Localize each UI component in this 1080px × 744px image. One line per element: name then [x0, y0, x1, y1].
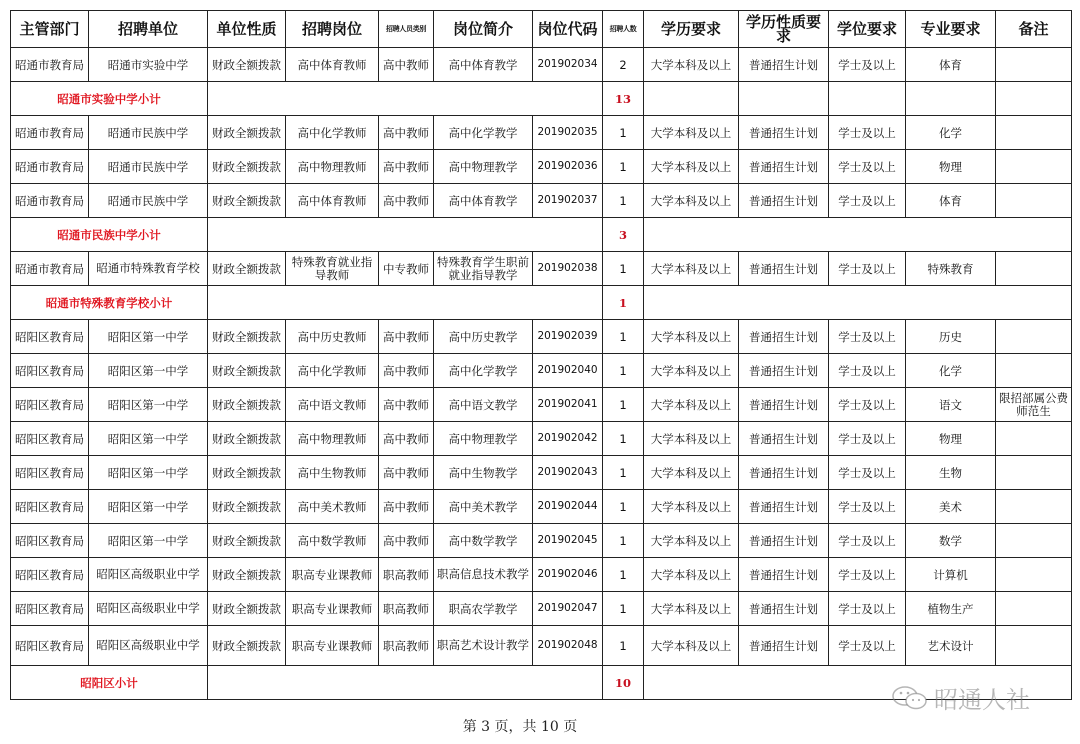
table-cell: 昭通市实验中学 [89, 48, 208, 82]
table-cell: 物理 [906, 150, 996, 184]
table-cell: 201902042 [533, 422, 603, 456]
table-cell [996, 558, 1072, 592]
table-cell: 高中教师 [379, 184, 434, 218]
table-cell: 大学本科及以上 [644, 150, 739, 184]
table-cell: 财政全额拨款 [208, 456, 286, 490]
table-cell: 高中生物教师 [286, 456, 379, 490]
table-cell: 1 [603, 456, 644, 490]
table-cell: 昭通市特殊教育学校 [89, 252, 208, 286]
table-cell: 高中语文教师 [286, 388, 379, 422]
table-cell: 职高专业课教师 [286, 558, 379, 592]
subtotal-row [11, 286, 1072, 320]
table-cell: 财政全额拨款 [208, 48, 286, 82]
table-cell: 普通招生计划 [739, 456, 829, 490]
table-cell: 高中体育教学 [434, 184, 533, 218]
table-cell: 昭阳区教育局 [11, 558, 89, 592]
table-cell: 昭阳区教育局 [11, 524, 89, 558]
table-cell [996, 150, 1072, 184]
table-cell: 学士及以上 [829, 524, 906, 558]
table-cell: 财政全额拨款 [208, 150, 286, 184]
table-row [11, 320, 1072, 354]
page-footer [0, 716, 1080, 736]
table-cell: 昭阳区第一中学 [89, 320, 208, 354]
table-cell: 高中美术教师 [286, 490, 379, 524]
table-cell: 昭阳区第一中学 [89, 354, 208, 388]
table-cell: 高中物理教师 [286, 150, 379, 184]
table-cell: 高中教师 [379, 388, 434, 422]
table-cell: 数学 [906, 524, 996, 558]
table-cell: 大学本科及以上 [644, 320, 739, 354]
table-cell: 高中教师 [379, 320, 434, 354]
table-cell: 高中生物教学 [434, 456, 533, 490]
table-row [11, 422, 1072, 456]
table-cell: 普通招生计划 [739, 592, 829, 626]
table-cell: 化学 [906, 116, 996, 150]
table-cell: 大学本科及以上 [644, 422, 739, 456]
subtotal-count: 3 [603, 218, 644, 252]
table-row [11, 592, 1072, 626]
column-header: 招聘单位 [89, 11, 208, 48]
table-cell: 201902048 [533, 626, 603, 666]
table-cell: 职高专业课教师 [286, 626, 379, 666]
table-cell: 昭阳区教育局 [11, 422, 89, 456]
table-cell: 普通招生计划 [739, 558, 829, 592]
table-cell: 2 [603, 48, 644, 82]
table-cell: 学士及以上 [829, 320, 906, 354]
table-cell: 昭阳区第一中学 [89, 524, 208, 558]
table-cell: 普通招生计划 [739, 252, 829, 286]
table-row [11, 388, 1072, 422]
table-cell [996, 524, 1072, 558]
table-cell: 学士及以上 [829, 422, 906, 456]
table-row [11, 150, 1072, 184]
table-cell: 1 [603, 422, 644, 456]
table-cell [996, 490, 1072, 524]
table-cell: 高中数学教学 [434, 524, 533, 558]
table-cell: 高中化学教学 [434, 116, 533, 150]
table-cell: 昭阳区第一中学 [89, 388, 208, 422]
table-cell: 特殊教育 [906, 252, 996, 286]
wechat-icon [890, 684, 930, 712]
table-cell: 职高教师 [379, 592, 434, 626]
table-cell: 高中教师 [379, 116, 434, 150]
table-cell: 昭阳区教育局 [11, 456, 89, 490]
table-cell: 201902036 [533, 150, 603, 184]
table-cell: 高中历史教师 [286, 320, 379, 354]
subtotal-count: 10 [603, 666, 644, 700]
table-cell: 普通招生计划 [739, 184, 829, 218]
table-cell: 201902035 [533, 116, 603, 150]
table-cell: 体育 [906, 184, 996, 218]
table-cell: 普通招生计划 [739, 490, 829, 524]
table-cell: 化学 [906, 354, 996, 388]
table-cell: 植物生产 [906, 592, 996, 626]
table-cell: 1 [603, 252, 644, 286]
table-cell: 高中物理教师 [286, 422, 379, 456]
table-cell: 高中体育教师 [286, 48, 379, 82]
table-cell: 普通招生计划 [739, 422, 829, 456]
table-cell [996, 626, 1072, 666]
subtotal-blank [644, 218, 1072, 252]
column-header: 招聘岗位 [286, 11, 379, 48]
table-row [11, 252, 1072, 286]
table-cell: 1 [603, 490, 644, 524]
table-cell: 财政全额拨款 [208, 252, 286, 286]
table-cell: 体育 [906, 48, 996, 82]
table-cell: 学士及以上 [829, 184, 906, 218]
table-cell: 普通招生计划 [739, 320, 829, 354]
table-cell: 普通招生计划 [739, 354, 829, 388]
table-cell: 限招部属公费师范生 [996, 388, 1072, 422]
subtotal-blank [996, 82, 1072, 116]
column-header: 学历要求 [644, 11, 739, 48]
table-cell: 高中历史教学 [434, 320, 533, 354]
table-cell: 高中化学教师 [286, 116, 379, 150]
table-cell: 职高信息技术教学 [434, 558, 533, 592]
table-cell: 大学本科及以上 [644, 252, 739, 286]
table-cell: 201902037 [533, 184, 603, 218]
table-cell: 高中教师 [379, 524, 434, 558]
column-header: 招聘人数 [603, 11, 644, 48]
table-cell: 学士及以上 [829, 150, 906, 184]
table-cell: 高中教师 [379, 490, 434, 524]
table-cell: 学士及以上 [829, 456, 906, 490]
table-cell: 大学本科及以上 [644, 490, 739, 524]
table-cell: 201902039 [533, 320, 603, 354]
table-cell: 201902046 [533, 558, 603, 592]
table-cell: 昭通市教育局 [11, 184, 89, 218]
subtotal-blank [644, 286, 1072, 320]
table-cell: 普通招生计划 [739, 48, 829, 82]
table-cell: 学士及以上 [829, 116, 906, 150]
table-row [11, 490, 1072, 524]
table-cell: 学士及以上 [829, 48, 906, 82]
table-cell: 高中物理教学 [434, 422, 533, 456]
table-cell: 昭通市民族中学 [89, 184, 208, 218]
table-cell: 特殊教育学生职前就业指导教学 [434, 252, 533, 286]
table-cell: 物理 [906, 422, 996, 456]
table-cell: 大学本科及以上 [644, 456, 739, 490]
table-cell: 昭阳区第一中学 [89, 490, 208, 524]
table-cell: 财政全额拨款 [208, 184, 286, 218]
table-cell: 201902038 [533, 252, 603, 286]
table-cell: 201902043 [533, 456, 603, 490]
subtotal-blank [644, 82, 739, 116]
header-row [11, 11, 1072, 48]
table-cell: 昭阳区教育局 [11, 388, 89, 422]
table-cell [996, 354, 1072, 388]
table-cell: 大学本科及以上 [644, 354, 739, 388]
column-header: 主管部门 [11, 11, 89, 48]
subtotal-blank [829, 82, 906, 116]
table-cell: 昭通市教育局 [11, 48, 89, 82]
column-header: 岗位代码 [533, 11, 603, 48]
subtotal-blank [906, 82, 996, 116]
table-cell: 普通招生计划 [739, 150, 829, 184]
table-cell: 昭阳区教育局 [11, 592, 89, 626]
table-cell: 财政全额拨款 [208, 388, 286, 422]
subtotal-row [11, 82, 1072, 116]
subtotal-label: 昭通市特殊教育学校小计 [11, 286, 208, 320]
table-cell: 语文 [906, 388, 996, 422]
table-cell: 1 [603, 388, 644, 422]
table-cell: 201902034 [533, 48, 603, 82]
page-indicator: 第 3 页，共 10 页 [462, 719, 578, 735]
table-cell: 学士及以上 [829, 252, 906, 286]
table-cell: 昭阳区高级职业中学 [89, 592, 208, 626]
subtotal-label: 昭通市实验中学小计 [11, 82, 208, 116]
table-cell: 普通招生计划 [739, 116, 829, 150]
table-cell: 1 [603, 524, 644, 558]
table-cell: 财政全额拨款 [208, 116, 286, 150]
subtotal-label: 昭通市民族中学小计 [11, 218, 208, 252]
table-cell: 高中化学教师 [286, 354, 379, 388]
column-header: 招聘人员类别 [379, 11, 434, 48]
table-cell: 大学本科及以上 [644, 626, 739, 666]
table-cell: 昭阳区高级职业中学 [89, 558, 208, 592]
table-cell: 高中教师 [379, 456, 434, 490]
table-cell: 学士及以上 [829, 626, 906, 666]
table-cell: 生物 [906, 456, 996, 490]
watermark [890, 680, 1030, 715]
subtotal-row [11, 218, 1072, 252]
subtotal-blank [208, 666, 603, 700]
table-cell: 职高艺术设计教学 [434, 626, 533, 666]
table-cell: 财政全额拨款 [208, 626, 286, 666]
table-cell [996, 422, 1072, 456]
table-cell: 201902044 [533, 490, 603, 524]
table-cell: 美术 [906, 490, 996, 524]
table-cell: 高中美术教学 [434, 490, 533, 524]
table-cell: 财政全额拨款 [208, 558, 286, 592]
table-cell: 201902045 [533, 524, 603, 558]
table-cell [996, 456, 1072, 490]
table-cell: 大学本科及以上 [644, 592, 739, 626]
subtotal-blank [739, 82, 829, 116]
table-row [11, 524, 1072, 558]
table-cell: 大学本科及以上 [644, 558, 739, 592]
table-cell: 普通招生计划 [739, 626, 829, 666]
subtotal-count: 13 [603, 82, 644, 116]
subtotal-count: 1 [603, 286, 644, 320]
table-cell: 高中语文教学 [434, 388, 533, 422]
column-header: 岗位简介 [434, 11, 533, 48]
table-cell: 1 [603, 558, 644, 592]
table-cell [996, 320, 1072, 354]
table-cell: 1 [603, 320, 644, 354]
table-cell: 昭通市民族中学 [89, 150, 208, 184]
table-cell: 学士及以上 [829, 354, 906, 388]
table-cell: 职高专业课教师 [286, 592, 379, 626]
table-cell: 1 [603, 184, 644, 218]
table-cell: 高中体育教师 [286, 184, 379, 218]
table-cell: 昭通市教育局 [11, 252, 89, 286]
table-cell: 昭通市教育局 [11, 150, 89, 184]
watermark-text: 昭通人社 [934, 686, 1030, 714]
table-cell: 1 [603, 150, 644, 184]
table-cell: 普通招生计划 [739, 524, 829, 558]
table-cell: 特殊教育就业指导教师 [286, 252, 379, 286]
table-cell: 财政全额拨款 [208, 320, 286, 354]
table-cell: 高中体育教学 [434, 48, 533, 82]
table-cell: 历史 [906, 320, 996, 354]
table-cell: 1 [603, 626, 644, 666]
recruitment-table [10, 10, 1072, 700]
table-cell: 职高农学教学 [434, 592, 533, 626]
table-cell: 201902041 [533, 388, 603, 422]
table-cell: 1 [603, 592, 644, 626]
table-cell: 财政全额拨款 [208, 422, 286, 456]
table-cell [996, 48, 1072, 82]
table-cell: 高中教师 [379, 48, 434, 82]
table-cell: 中专教师 [379, 252, 434, 286]
table-cell: 财政全额拨款 [208, 354, 286, 388]
table-cell [996, 116, 1072, 150]
table-row [11, 626, 1072, 666]
column-header: 学位要求 [829, 11, 906, 48]
table-cell: 计算机 [906, 558, 996, 592]
table-row [11, 48, 1072, 82]
table-cell: 艺术设计 [906, 626, 996, 666]
subtotal-label: 昭阳区小计 [11, 666, 208, 700]
table-cell: 学士及以上 [829, 592, 906, 626]
table-cell: 财政全额拨款 [208, 524, 286, 558]
table-cell: 大学本科及以上 [644, 116, 739, 150]
table-cell: 大学本科及以上 [644, 184, 739, 218]
column-header: 单位性质 [208, 11, 286, 48]
table-cell: 昭阳区教育局 [11, 626, 89, 666]
table-cell: 201902040 [533, 354, 603, 388]
table-body [11, 48, 1072, 700]
table-row [11, 456, 1072, 490]
table-cell: 昭阳区教育局 [11, 320, 89, 354]
table-cell: 1 [603, 116, 644, 150]
table-cell: 财政全额拨款 [208, 490, 286, 524]
table-cell: 财政全额拨款 [208, 592, 286, 626]
table-cell: 职高教师 [379, 558, 434, 592]
table-cell: 大学本科及以上 [644, 388, 739, 422]
table-row [11, 354, 1072, 388]
table-cell: 高中教师 [379, 422, 434, 456]
column-header: 备注 [996, 11, 1072, 48]
table-cell: 高中化学教学 [434, 354, 533, 388]
table-cell: 昭阳区高级职业中学 [89, 626, 208, 666]
table-cell: 学士及以上 [829, 388, 906, 422]
table-cell: 普通招生计划 [739, 388, 829, 422]
subtotal-blank [208, 286, 603, 320]
table-cell: 高中物理教学 [434, 150, 533, 184]
table-cell: 昭阳区教育局 [11, 354, 89, 388]
column-header: 学历性质要求 [739, 11, 829, 48]
table-row [11, 184, 1072, 218]
table-cell: 大学本科及以上 [644, 524, 739, 558]
table-cell: 学士及以上 [829, 490, 906, 524]
table-cell: 高中数学教师 [286, 524, 379, 558]
table-cell: 昭阳区第一中学 [89, 456, 208, 490]
table-cell: 大学本科及以上 [644, 48, 739, 82]
table-cell: 201902047 [533, 592, 603, 626]
table-row [11, 116, 1072, 150]
table-cell: 高中教师 [379, 150, 434, 184]
table-cell [996, 184, 1072, 218]
column-header: 专业要求 [906, 11, 996, 48]
subtotal-blank [208, 82, 603, 116]
table-cell: 昭阳区第一中学 [89, 422, 208, 456]
table-row [11, 558, 1072, 592]
table-cell: 1 [603, 354, 644, 388]
table-cell: 高中教师 [379, 354, 434, 388]
table-cell: 职高教师 [379, 626, 434, 666]
table-cell: 昭通市民族中学 [89, 116, 208, 150]
table-cell: 学士及以上 [829, 558, 906, 592]
table-cell [996, 592, 1072, 626]
table-cell: 昭通市教育局 [11, 116, 89, 150]
table-cell [996, 252, 1072, 286]
subtotal-blank [208, 218, 603, 252]
table-cell: 昭阳区教育局 [11, 490, 89, 524]
